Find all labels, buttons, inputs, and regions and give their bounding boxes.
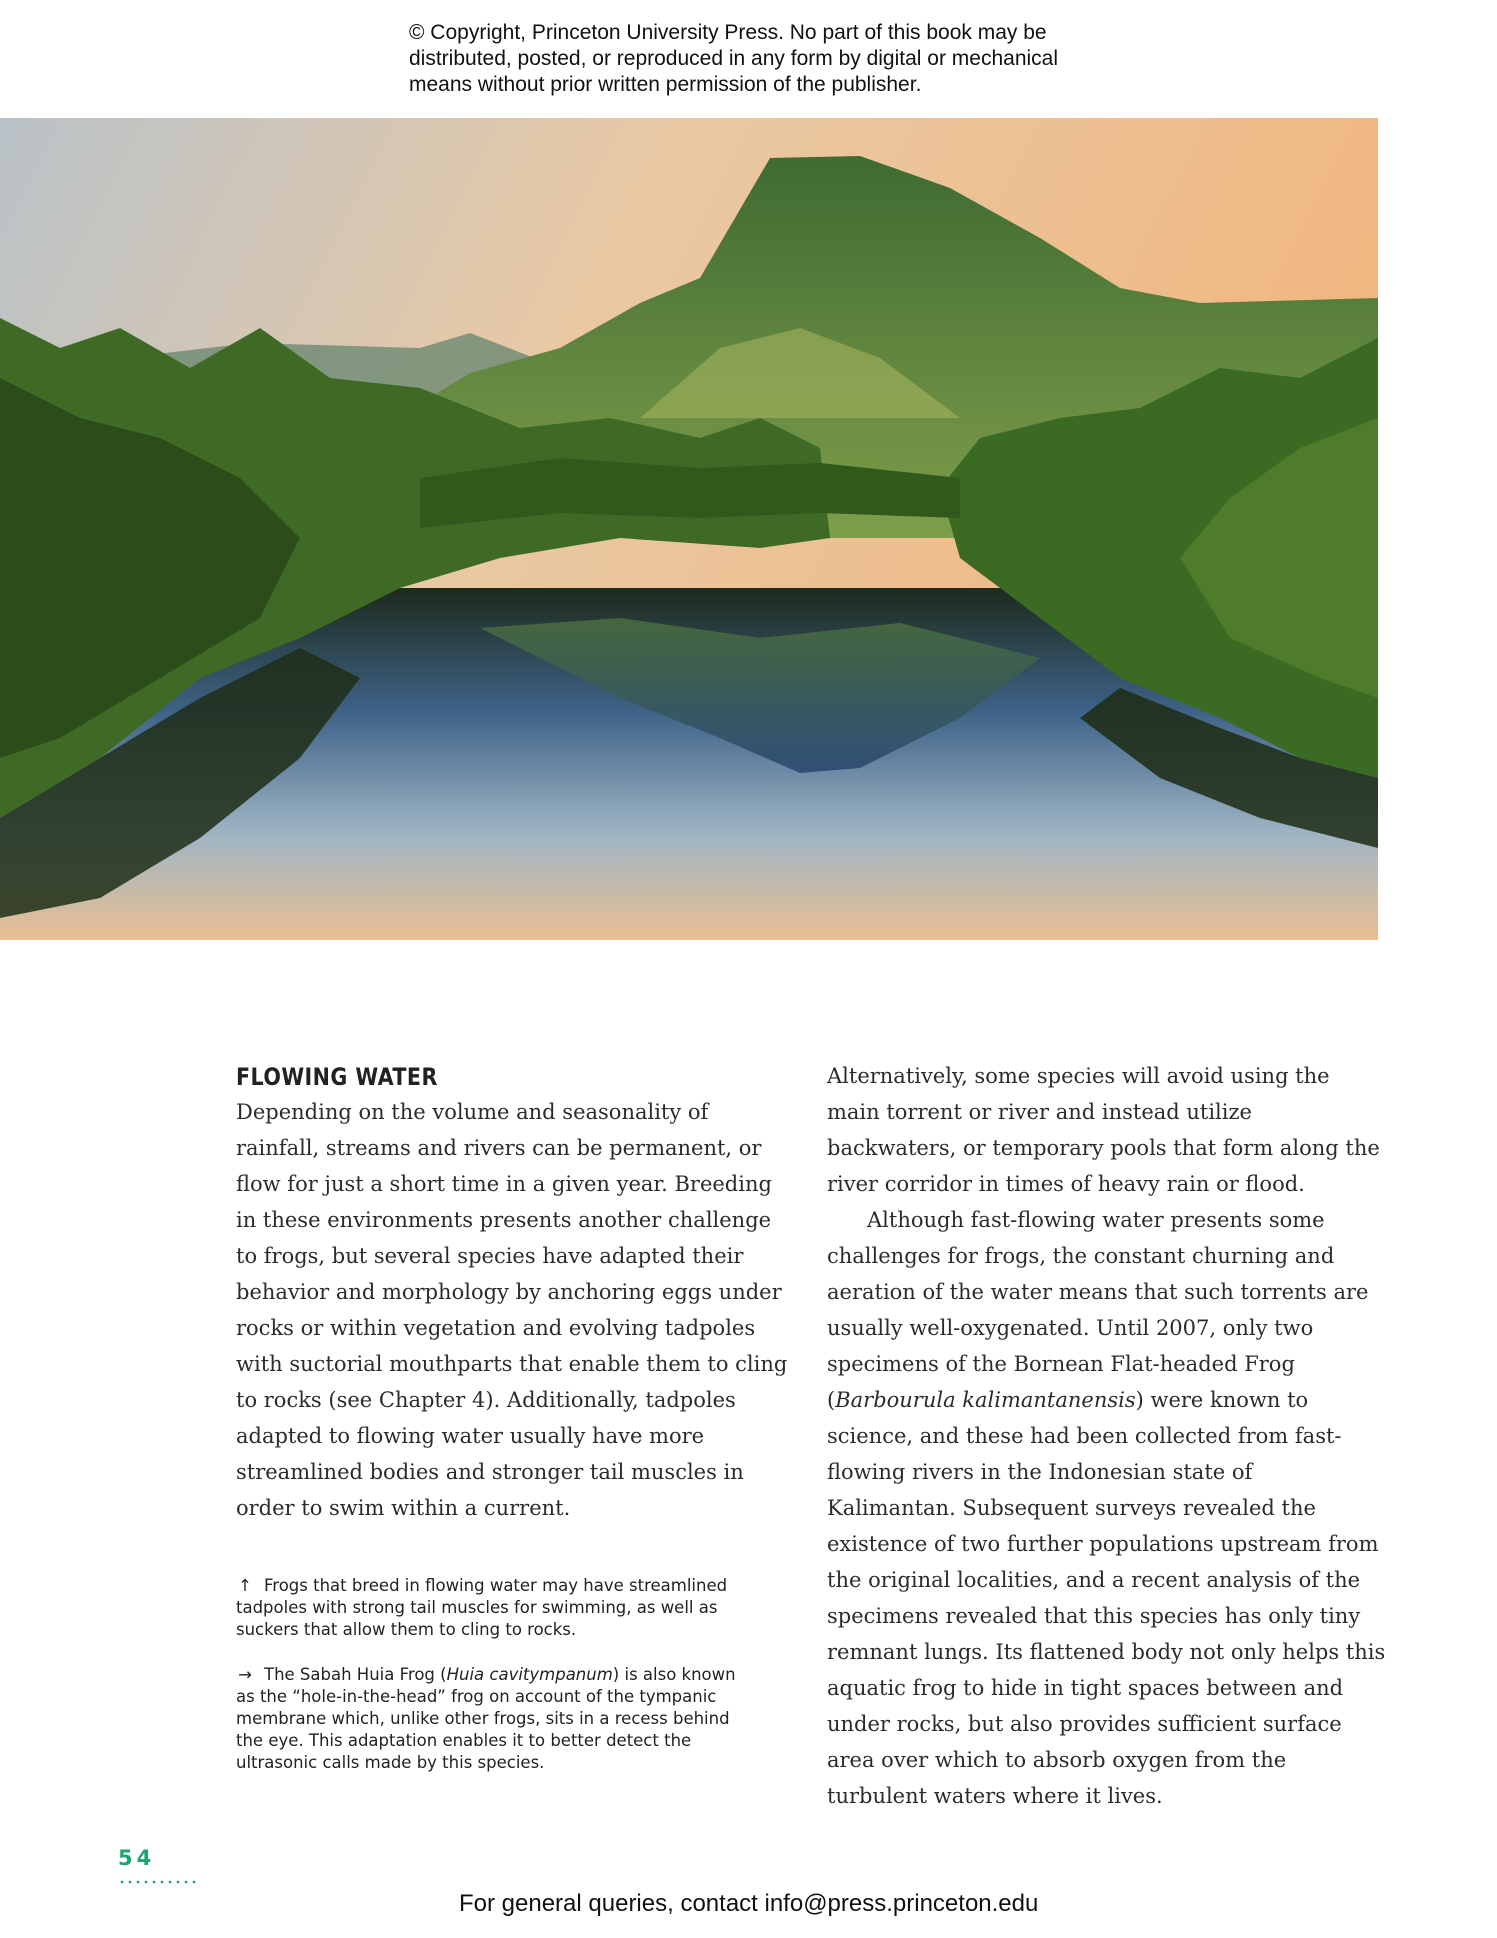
copyright-notice bbox=[409, 20, 1169, 98]
right-paragraph-2 bbox=[827, 1202, 1387, 1814]
left-paragraph: Depending on the volume and seasonality of rainfall, streams and rivers can be permanent, or flow for just a short time in a given year. Breeding in these environments presents another challenge to frogs, but several species have adapted their behavior and morphology by anchoring eggs under rocks or within vegetation and evolving tadpoles with suctorial mouthparts that enable them to cling to rocks (see Chapter 4). Additionally, tadpoles adapted to flowing water usually have more streamlined bodies and stronger tail muscles in order to swim within a current. bbox=[236, 1100, 788, 1520]
copyright-line-3: means without prior written permission of the publisher. bbox=[409, 73, 922, 96]
right-paragraph-2-part-2: ) were known to science, and these had been collected from fast-flowing rivers in the Indonesian state of Kalimantan. Subsequent surveys revealed the existence of two further populations upstream from the original localities, and a recent analysis of the specimens revealed that this species has only tiny remnant lungs. Its flattened body not only helps this aquatic frog to hide in tight spaces between and under rocks, but also provides sufficient surface area over which to absorb oxygen from the turbulent waters where it lives. bbox=[827, 1388, 1386, 1808]
arrow-right-icon: → bbox=[238, 1665, 252, 1684]
species-name-huia: Huia cavitympanum bbox=[446, 1665, 613, 1684]
river-landscape-photo bbox=[0, 118, 1378, 940]
right-paragraph-2-part-1: Although fast-flowing water presents some challenges for frogs, the constant churning and aeration of the water means that such torrents are usually well-oxygenated. Until 2007, only two specimens of the Bornean Flat-headed Frog ( bbox=[827, 1208, 1369, 1412]
copyright-line-2: distributed, posted, or reproduced in any form by digital or mechanical bbox=[409, 47, 1059, 70]
left-column bbox=[236, 1058, 796, 1526]
section-heading: FLOWING WATER bbox=[236, 1063, 438, 1091]
arrow-up-icon: ↑ bbox=[238, 1576, 252, 1595]
photo-illustration bbox=[0, 118, 1378, 940]
caption-tadpoles bbox=[236, 1575, 756, 1641]
caption-tadpoles-text: Frogs that breed in flowing water may have streamlined tadpoles with strong tail muscles for swimming, as well as suckers that allow them to cling to rocks. bbox=[236, 1576, 728, 1639]
species-name-barbourula: Barbourula kalimantanensis bbox=[835, 1388, 1136, 1412]
caption-huia-text-2: ) is also known as the “hole-in-the-head” frog on account of the tympanic membrane which, unlike other frogs, sits in a recess behind the eye. This adaptation enables it to better detect the ultrasonic calls made by this species. bbox=[236, 1665, 736, 1772]
copyright-line-1: © Copyright, Princeton University Press. No part of this book may be bbox=[409, 21, 1047, 44]
caption-huia-text-1: The Sabah Huia Frog ( bbox=[264, 1665, 447, 1684]
footer-contact: For general queries, contact info@press.princeton.edu bbox=[459, 1890, 1039, 1917]
right-paragraph-1: Alternatively, some species will avoid using the main torrent or river and instead utilize backwaters, or temporary pools that form along the river corridor in times of heavy rain or flood. bbox=[827, 1064, 1380, 1196]
page-number: 54 bbox=[118, 1846, 156, 1870]
caption-huia-frog bbox=[236, 1664, 756, 1774]
right-column bbox=[827, 1058, 1387, 1814]
page-number-dots bbox=[118, 1880, 198, 1884]
